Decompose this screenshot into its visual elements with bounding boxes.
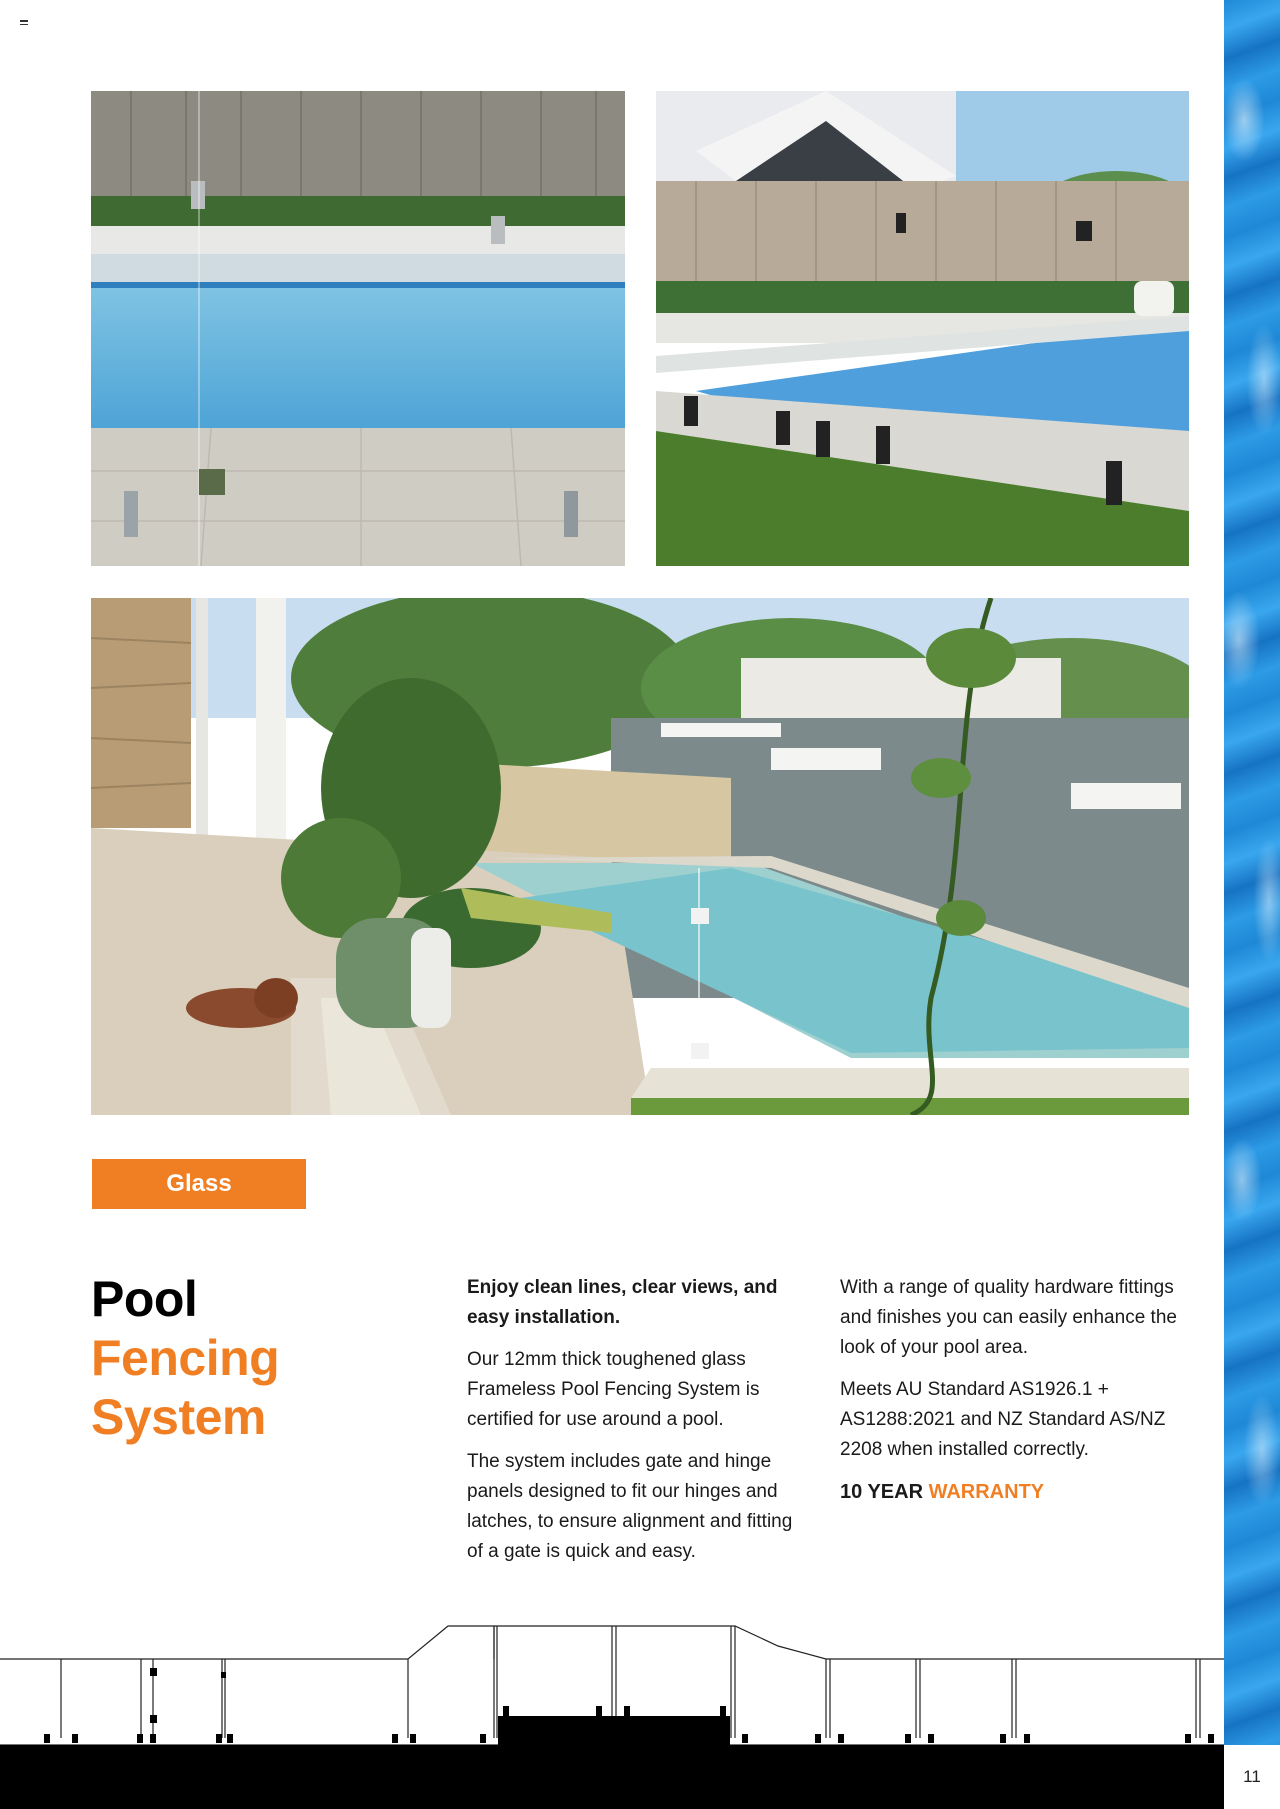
title-line-2: Fencing [91, 1330, 280, 1386]
menu-icon[interactable] [20, 20, 28, 27]
footer-bar [0, 1745, 1224, 1809]
water-texture-strip [1224, 0, 1280, 1745]
paragraph-hardware: With a range of quality hardware fittings and finishes you can easily enhance the look of your pool area. [840, 1277, 1177, 1358]
warranty-suffix: WARRANTY [928, 1481, 1045, 1503]
paragraph-standards: Meets AU Standard AS1926.1 + AS1288:2021 and NZ Standard AS/NZ 2208 when installed correctly. [840, 1379, 1166, 1460]
photo-pool-house-fence [656, 91, 1189, 566]
title-line-1: Pool [91, 1271, 198, 1327]
photo-pool-waterfront [91, 598, 1189, 1115]
body-column-middle [467, 1273, 797, 1579]
page-title [91, 1270, 279, 1447]
paragraph-glass-spec: Our 12mm thick toughened glass Frameless Pool Fencing System is certified for use around a pool. [467, 1349, 760, 1430]
category-tag: Glass [92, 1159, 306, 1209]
paragraph-gate-panels: The system includes gate and hinge panels designed to fit our hinges and latches, to ensure alignment and fitting of a gate is quick and easy. [467, 1451, 793, 1562]
warranty-line [840, 1477, 1195, 1507]
photo-pool-glass-closeup [91, 91, 625, 566]
body-column-right [840, 1273, 1195, 1507]
fence-line-illustration [0, 1618, 1224, 1745]
page-number: 11 [1243, 1767, 1261, 1786]
title-line-3: System [91, 1389, 266, 1445]
warranty-prefix: 10 YEAR [840, 1481, 924, 1503]
lead-paragraph: Enjoy clean lines, clear views, and easy installation. [467, 1277, 778, 1328]
